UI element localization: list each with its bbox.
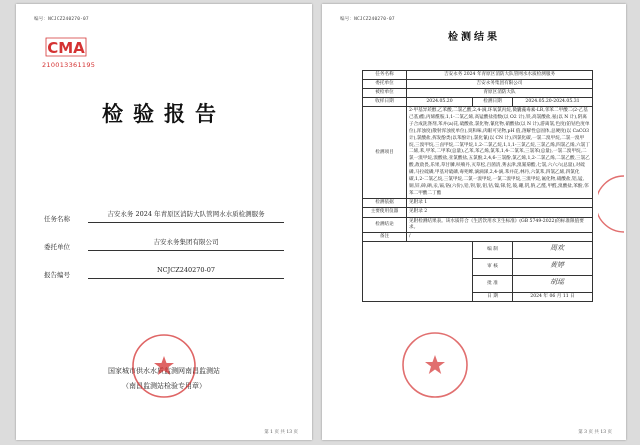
signature-role: 日 期 — [473, 292, 513, 301]
issuing-organization: 国家城市供水水质监测网南昌监测站 — [108, 367, 220, 375]
field-value: 吉安永务 2024 年青原区消防大队管网水水质检测服务 — [88, 208, 284, 223]
row-label: 收样日期 — [363, 98, 407, 107]
field-label: 任务名称 — [44, 215, 70, 223]
row-value: 2024.05.20-2024.05.31 — [513, 98, 593, 107]
signature-role: 批 准 — [473, 275, 513, 292]
report-number-row — [44, 265, 284, 279]
cma-logo-icon — [42, 34, 90, 60]
svg-text:CMA: CMA — [47, 39, 85, 57]
task-name-row — [44, 208, 284, 223]
field-label: 报告编号 — [44, 271, 70, 279]
results-table — [362, 70, 593, 302]
table-row — [363, 107, 593, 199]
test-items-list: 2-甲基异莰醇,乙苯酸,二氯乙酸,2,4-滴,环氧氯丙烷,微囊藻毒素-LR,邻苯二甲酸二(2-乙基己基)酯,丙烯酰胺,1,1-二氯乙烯,高锰酸盐指数(以 O2 计),铁,高氯酸盐,氨(以 N 计),阴离子合成洗涤剂,苯并(a)芘,硫酸盐,氯化物,氰化物,硝酸盐(以 N 计),游离氯,色度(铂钴色度单位),浑浊度(散射浑浊度单位),臭和味,肉眼可见物,pH 值,溶解性总固体,总硬度(以 CaCO3 计),氯酸盐,挥发酚类(以苯酚计),氯化氰(以 CN 计),四氯化碳,一氯二溴甲烷,二氯一溴甲烷,三溴甲烷,三卤甲烷,二氯甲烷,1,2-二氯乙烷,1,1,1-三氯乙烷,三氯乙烯,四氯乙烯,六氯丁二烯,苯,甲苯,二甲苯(总量),乙苯,苯乙烯,氯苯,1,4-二氯苯,三氯苯(总量),一氯二溴甲烷,二氯一溴甲烷,溴酸盐,亚氯酸盐,五氯酚,2,4,6-三氯酚,氯乙烯,1,2-二氯乙烯,二氯乙酸,三氯乙酸,敌敌畏,乐果,草甘膦,呋喃丹,灭草松,百菌清,莠去津,溴氰菊酯,七氯,六六六(总量),对硫磷,马拉硫磷,甲基对硫磷,毒死蜱,滴滴涕,2,4-滴,苯并芘,林丹,六氯苯,四氯乙烯,四氯化碳,1,2-二氯乙烷,三氯甲烷,二氯一溴甲烷,一氯二溴甲烷,三溴甲烷,氟化物,硝酸盐,铝,锰,铜,锌,砷,硒,汞,镉,铬(六价),铅,钡,银,钼,钴,镍,锑,铊,铍,硼,钒,钠,乙醛,甲醛,溴酸盐,苯酚,邻苯二甲酸二丁酯 — [407, 107, 593, 199]
table-row — [363, 80, 593, 89]
table-row — [363, 98, 593, 107]
cma-number: 210013361195 — [42, 61, 96, 69]
signature-name: 周欢 — [550, 243, 564, 252]
row-value: 见附录 1 — [407, 199, 593, 208]
row-value: 吉安永务 2024 年青原区消防大队管网水水质检测服务 — [407, 71, 593, 80]
row-label: 被检单位 — [363, 89, 407, 98]
table-row — [363, 232, 593, 241]
row-label: 检测依据 — [363, 199, 407, 208]
cma-mark — [42, 34, 98, 69]
row-value: 青原区消防大队 — [407, 89, 593, 98]
table-row — [363, 89, 593, 98]
report-date: 2024 年 06 月 11 日 — [513, 292, 593, 301]
row-label: 检测项目 — [363, 107, 407, 199]
signature-name: 胡瑶 — [550, 277, 564, 286]
row-label: 委托单位 — [363, 80, 407, 89]
table-row — [363, 71, 593, 80]
page-footer: 第 1 页 共 13 页 — [264, 430, 298, 435]
field-label: 委托单位 — [44, 243, 70, 251]
signature-role: 编 制 — [473, 241, 513, 258]
results-title: 检测结果 — [448, 32, 500, 43]
table-row — [363, 217, 593, 232]
signature-name: 黄婷 — [550, 260, 564, 269]
official-seal-icon — [400, 330, 470, 400]
row-value: 2024.05.20 — [407, 98, 473, 107]
row-value: 见附录 2 — [407, 208, 593, 217]
table-row — [363, 208, 593, 217]
table-row — [363, 199, 593, 208]
row-value: / — [407, 232, 593, 241]
official-seal-icon — [130, 332, 198, 400]
page-footer: 第 3 页 共 13 页 — [578, 430, 612, 435]
signature-role: 审 核 — [473, 258, 513, 275]
report-info-fields — [44, 208, 284, 293]
report-code-header: 编号：NCJCZ240270-07 — [34, 17, 89, 22]
row-value: 吉安永务集团有限公司 — [407, 80, 593, 89]
row-label: 检测日期 — [473, 98, 513, 107]
report-title: 检验报告 — [102, 101, 226, 126]
field-value: 吉安永务集团有限公司 — [88, 237, 284, 251]
field-value: NCJCZ240270-07 — [88, 265, 284, 279]
table-row — [363, 241, 593, 258]
row-value: 见附检测结果表。该水质符合《生活饮用水卫生标准》(GB 5749-2022)的标准限值要求。 — [407, 217, 593, 232]
side-seal-icon — [598, 174, 624, 234]
seal-cell — [363, 241, 473, 301]
seal-caption: （南昌监测站检验专用章） — [122, 382, 206, 390]
client-row — [44, 237, 284, 251]
report-code-header: 编号：NCJCZ240270-07 — [340, 17, 395, 22]
report-cover-page — [16, 4, 312, 440]
row-label: 主要使用仪器 — [363, 208, 407, 217]
row-label: 任务名称 — [363, 71, 407, 80]
row-label: 检测结论 — [363, 217, 407, 232]
test-results-page — [322, 4, 626, 440]
row-label: 备注 — [363, 232, 407, 241]
